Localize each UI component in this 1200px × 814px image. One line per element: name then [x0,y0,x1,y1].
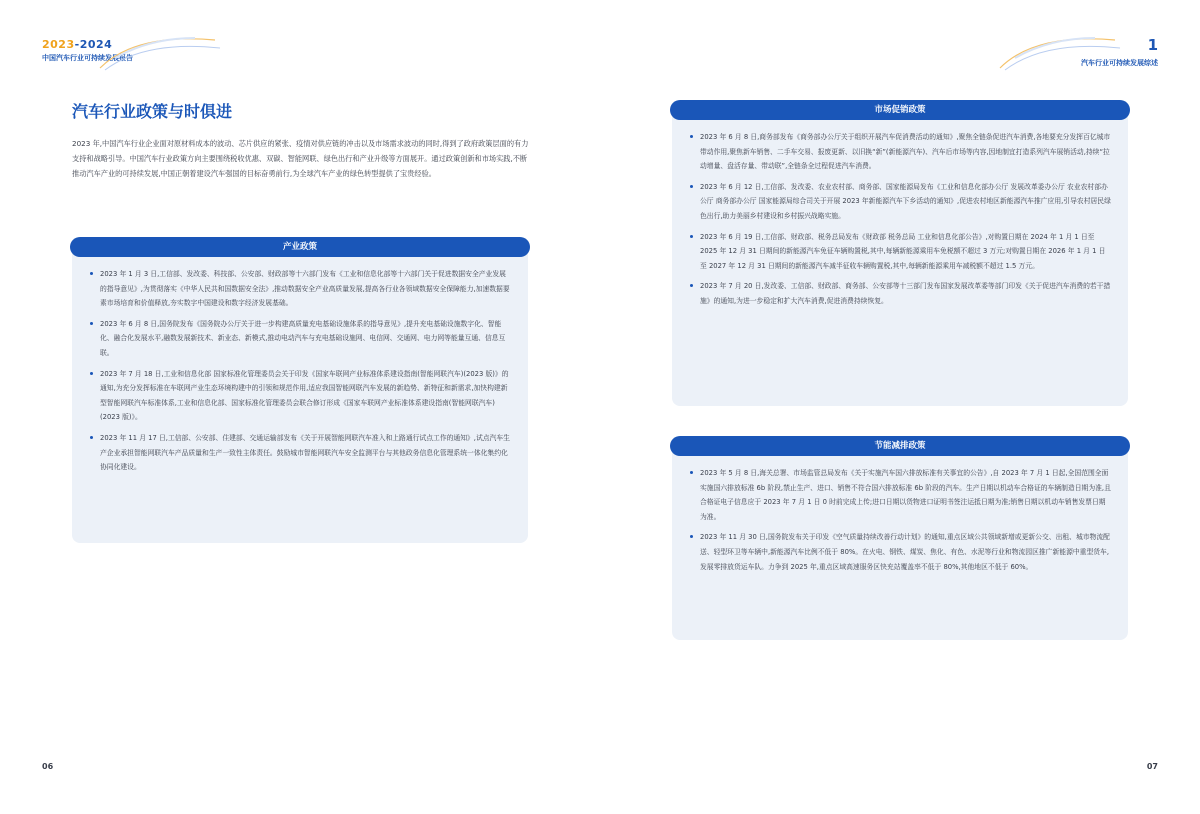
list-item: 2023 年 11 月 30 日,国务院发布关于印发《空气质量持续改善行动计划》的通知,重点区域公共领域新增或更新公交、出租、城市物流配送、轻型环卫等车辆中,新能源汽车比例不低于 80%。在火电、钢铁、煤炭、焦化、有色、水泥等行业和物流园区推广新能源中重型货车,发展零排放货运车队。力争到 2025 年,重点区域高速服务区快充站覆盖率不低于 80%,其他地区不低于 60%。 [690,530,1112,574]
policy-list [90,267,512,481]
header-swoosh-left [95,28,225,73]
list-item: 2023 年 11 月 17 日,工信部、公安部、住建部、交通运输部发布《关于开展智能网联汽车准入和上路通行试点工作的通知》,试点汽车生产企业承担智能网联汽车产品质量和生产一致性主体责任。鼓励城市智能网联汽车安全监测平台与其他政务信息化管理系统一体化集约化协同化建设。 [90,431,512,475]
report-title-right: 汽车行业可持续发展综述 [1081,59,1158,67]
policy-list [690,466,1112,580]
list-item: 2023 年 6 月 12 日,工信部、发改委、农业农村部、商务部、国家能源局发布《工业和信息化部办公厅 发展改革委办公厅 农业农村部办公厅 商务部办公厅 国家能源局综合司关于开展 2023 年新能源汽车下乡活动的通知》,促进农村地区新能源汽车推广应用,引导农村居民绿色出行,助力美丽乡村建设和乡村振兴战略实施。 [690,180,1112,224]
policy-list [690,130,1112,315]
section-title: 产业政策 [70,237,530,257]
industry-policy-section [72,237,528,543]
market-policy-section [672,100,1128,406]
list-item: 2023 年 6 月 8 日,商务部发布《商务部办公厅关于组织开展汽车促消费活动的通知》,聚焦全链条促进汽车消费,各地要充分发挥百亿城市带动作用,聚焦新车销售、二手车交易、报废更新、以旧换“新”(新能源汽车)、汽车后市场等内容,因地制宜打造系列汽车展销活动,持续“拉动增量、盘活存量、带动联”,全链条全过程促进汽车消费。 [690,130,1112,174]
report-years: 2023-2024 [42,38,113,51]
list-item: 2023 年 6 月 8 日,国务院发布《国务院办公厅关于进一步构建高质量充电基础设施体系的指导意见》,提升充电基础设施数字化、智能化、融合化发展水平,融数发展新技术、新业态、新模式,推动电动汽车与充电基础设施网、电信网、交通网、电力网等能量互通、信息互联。 [90,317,512,361]
report-branding-right [1081,36,1158,68]
section-title: 市场促销政策 [670,100,1130,120]
page-title: 汽车行业政策与时俱进 [72,102,233,121]
list-item: 2023 年 7 月 18 日,工业和信息化部 国家标准化管理委员会关于印发《国家车联网产业标准体系建设指南(智能网联汽车)(2023 版)》的通知,为充分发挥标准在车联网产业生态环境构建中的引领和规范作用,适应我国智能网联汽车发展的新趋势、新特征和新需求,加快构建新型智能网联汽车标准体系,工业和信息化部、国家标准化管理委员会联合修订形成《国家车联网产业标准体系建设指南(智能网联汽车)(2023 版)》。 [90,367,512,425]
page-number: 07 [1146,762,1158,771]
chapter-number: 1 [1147,36,1158,54]
report-title-left: 中国汽车行业可持续发展报告 [42,54,133,62]
list-item: 2023 年 1 月 3 日,工信部、发改委、科技部、公安部、财政部等十六部门发布《工业和信息化部等十六部门关于促进数据安全产业发展的指导意见》,为贯彻落实《中华人民共和国数据安全法》,推动数据安全产业高质量发展,提高各行业各领域数据安全保障能力,加速数据要素市场培育和价值释放,夯实数字中国建设和数字经济发展基础。 [90,267,512,311]
list-item: 2023 年 7 月 20 日,发改委、工信部、财政部、商务部、公安部等十三部门发布国家发展改革委等部门印发《关于促进汽车消费的若干措施》的通知,为进一步稳定和扩大汽车消费,促进消费持续恢复。 [690,279,1112,308]
list-item: 2023 年 6 月 19 日,工信部、财政部、税务总局发布《财政部 税务总局 工业和信息化部公告》,对购置日期在 2024 年 1 月 1 日至 2025 年 12 月 31 日期间的新能源汽车免征车辆购置税,其中,每辆新能源乘用车免税额不超过 3 万元;对购置日期在 2026 年 1 月 1 日至 2027 年 12 月 31 日期间的新能源汽车减半征收车辆购置税,其中,每辆新能源乘用车减税额不超过 1.5 万元。 [690,230,1112,274]
intro-paragraph: 2023 年,中国汽车行业企业面对原材料成本的波动、芯片供应的紧张、疫情对供应链的冲击以及市场需求波动的同时,得到了政府政策层面的有力支持和战略引导。中国汽车行业政策方向主要围绕税收优惠、双碳、智能网联、绿色出行和产业升级等方面展开。通过政策创新和市场实践,不断推动汽车产业的可持续发展,中国正朝着建设汽车强国的目标奋勇前行,为全球汽车产业的绿色转型提供了宝贵经验。 [72,139,529,178]
list-item: 2023 年 5 月 8 日,海关总署、市场监管总局发布《关于实施汽车国六排放标准有关事宜的公告》,自 2023 年 7 月 1 日起,全国范围全面实施国六排放标准 6b 阶段,禁止生产、进口、销售不符合国六排放标准 6b 阶段的汽车。生产日期以机动车合格证的车辆制造日期为准,且合格证电子信息应于 2023 年 7 月 1 日 0 时前完成上传;进口日期以货物进口证明书签注运抵日期为准;销售日期以机动车销售发票日期为准。 [690,466,1112,524]
page-number: 06 [42,762,54,771]
right-page [600,0,1200,814]
energy-saving-section [672,436,1128,640]
section-title: 节能减排政策 [670,436,1130,456]
